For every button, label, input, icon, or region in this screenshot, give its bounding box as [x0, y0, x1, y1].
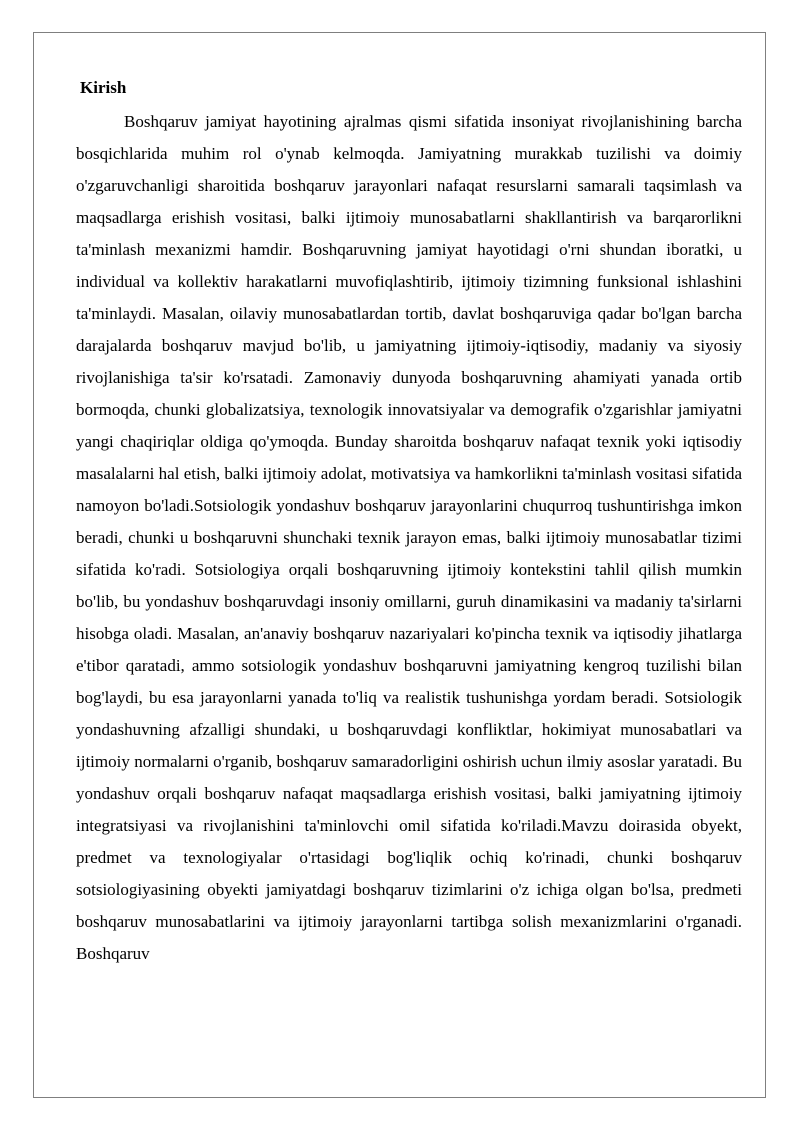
section-heading: Kirish [80, 78, 127, 97]
body-paragraph: Boshqaruv jamiyat hayotining ajralmas qismi sifatida insoniyat rivojlanishining barcha bosqichlarida muhim rol o'ynab kelmoqda. Jamiyatning murakkab tuzilishi va doimiy o'zgaruvchanligi sharoitida boshqaruv jarayonlari nafaqat resurslarni samarali taqsimlash va maqsadlarga erishish vositasi, balki ijtimoiy munosabatlarni shakllantirish va barqarorlikni ta'minlash mexanizmi hamdir. Boshqaruvning jamiyat hayotidagi o'rni shundan iboratki, u individual va kollektiv harakatlarni muvofiqlashtirib, ijtimoiy tizimning funksional ishlashini ta'minlaydi. Masalan, oilaviy munosabatlardan tortib, davlat boshqaruviga qadar bo'lgan barcha darajalarda boshqaruv mavjud bo'lib, u jamiyatning ijtimoiy-iqtisodiy, madaniy va siyosiy rivojlanishiga ta'sir ko'rsatadi. Zamonaviy dunyoda boshqaruvning ahamiyati yanada ortib bormoqda, chunki globalizatsiya, texnologik innovatsiyalar va demografik o'zgarishlar jamiyatni yangi chaqiriqlar oldiga qo'ymoqda. Bunday sharoitda boshqaruv nafaqat texnik yoki iqtisodiy masalalarni hal etish, balki ijtimoiy adolat, motivatsiya va hamkorlikni ta'minlash vositasi sifatida namoyon bo'ladi.Sotsiologik yondashuv boshqaruv jarayonlarini chuqurroq tushuntirishga imkon beradi, chunki u boshqaruvni shunchaki texnik jarayon emas, balki ijtimoiy munosabatlar tizimi sifatida ko'radi. Sotsiologiya orqali boshqaruvning ijtimoiy kontekstini tahlil qilish mumkin bo'lib, bu yondashuv boshqaruvdagi insoniy omillarni, guruh dinamikasini va madaniy ta'sirlarni hisobga oladi. Masalan, an'anaviy boshqaruv nazariyalari ko'pincha texnik va iqtisodiy jihatlarga e'tibor qaratadi, ammo sotsiologik yondashuv boshqaruvni jamiyatning kengroq tuzilishi bilan bog'laydi, bu esa jarayonlarni yanada to'liq va realistik tushunishga yordam beradi. Sotsiologik yondashuvning afzalligi shundaki, u boshqaruvdagi konfliktlar, hokimiyat munosabatlari va ijtimoiy normalarni o'rganib, boshqaruv samaradorligini oshirish uchun ilmiy asoslar yaratadi. Bu yondashuv orqali boshqaruv nafaqat maqsadlarga erishish vositasi, balki jamiyatning ijtimoiy integratsiyasi va rivojlanishini ta'minlovchi omil sifatida ko'riladi.Mavzu doirasida obyekt, predmet va texnologiyalar o'rtasidagi bog'liqlik ochiq ko'rinadi, chunki boshqaruv sotsiologiyasining obyekti jamiyatdagi boshqaruv tizimlarini o'z ichiga olgan bo'lsa, predmeti boshqaruv munosabatlarini va ijtimoiy jarayonlarni tartibga solish mexanizmlarini o'rganadi. Boshqaruv [76, 112, 742, 963]
